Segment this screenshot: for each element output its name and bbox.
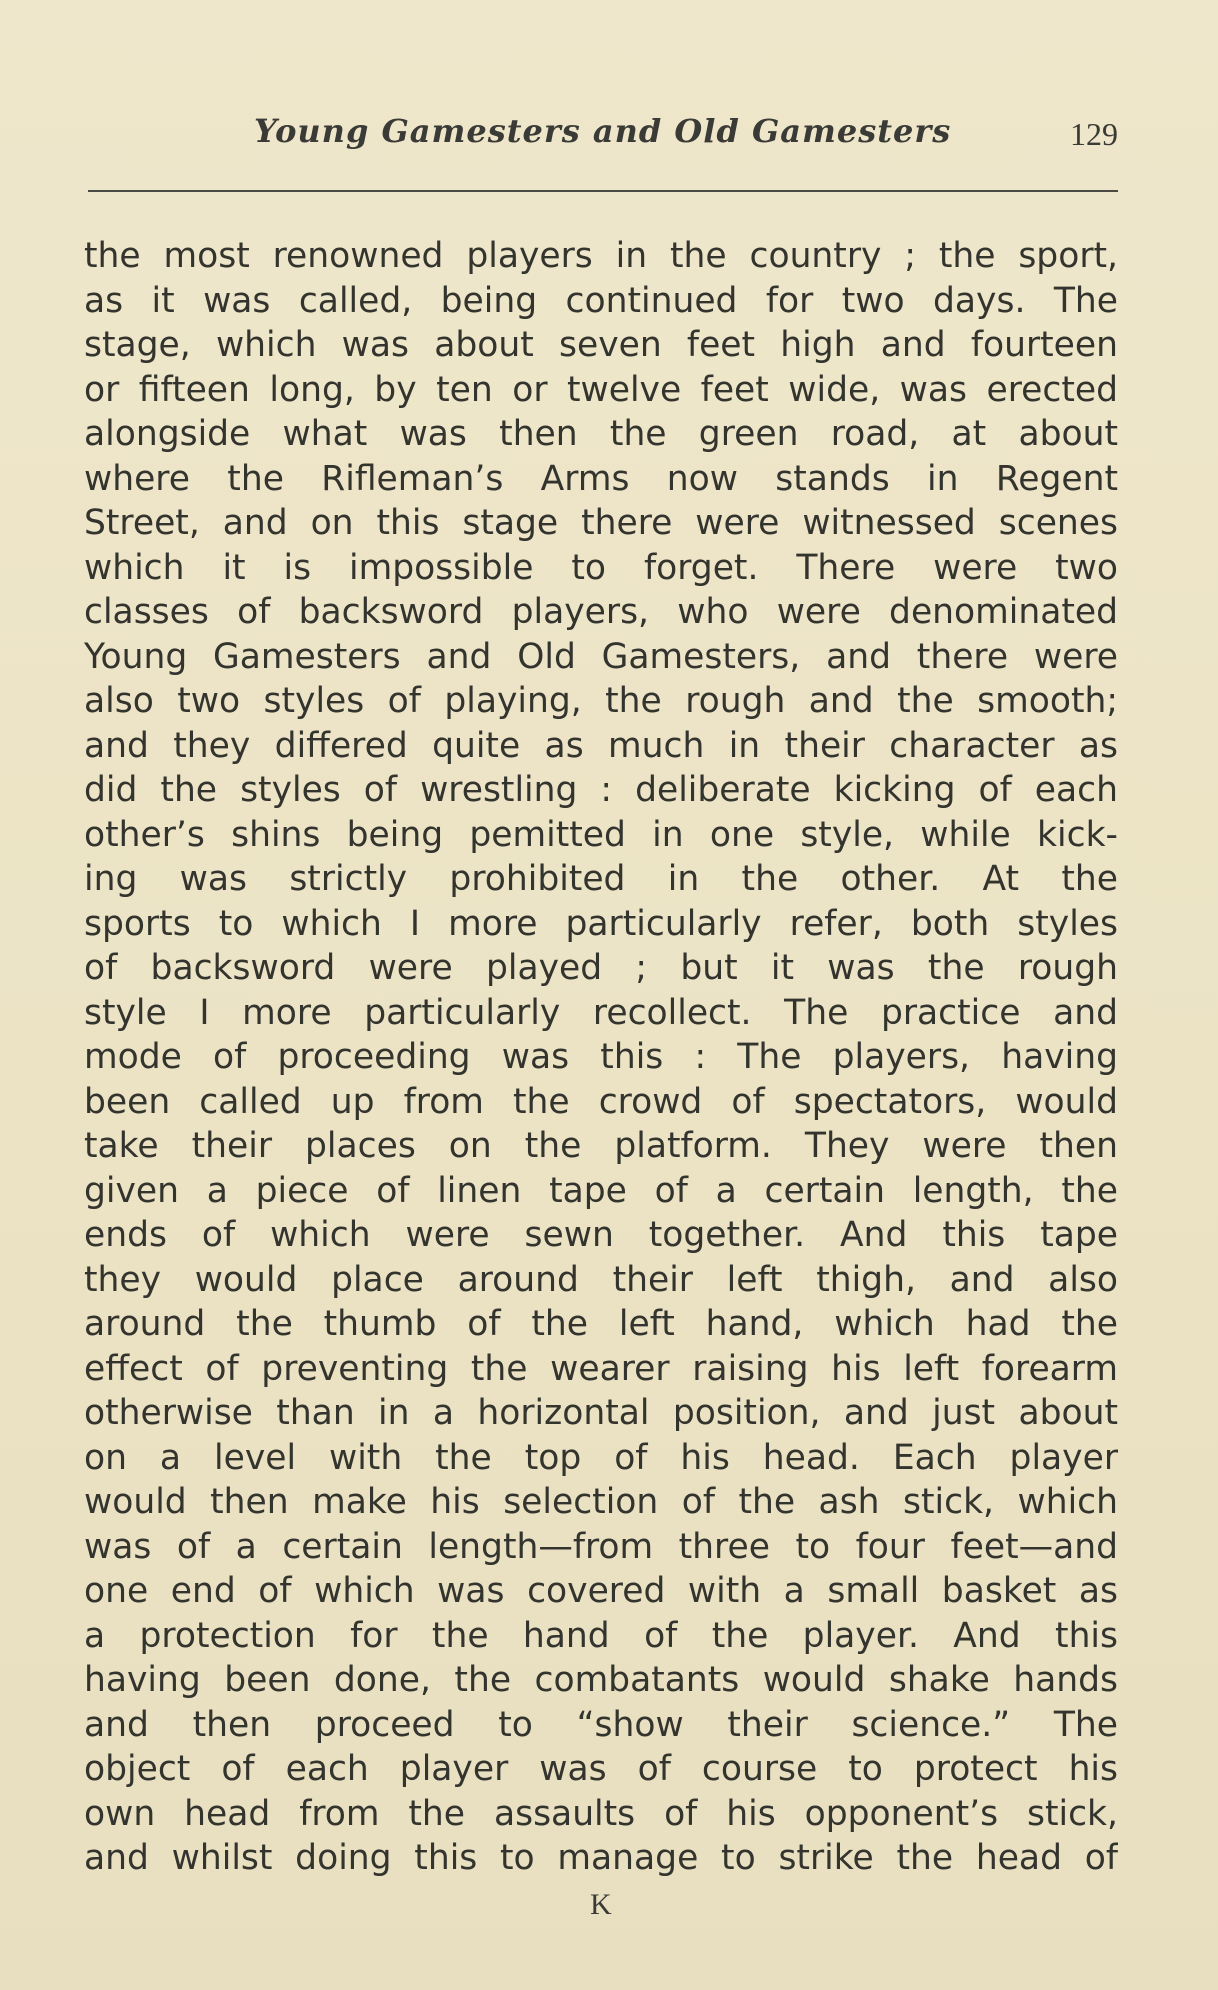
text-line: around the thumb of the left hand, which had the <box>84 1304 1118 1344</box>
text-line: a protection for the hand of the player. And this <box>84 1615 1118 1656</box>
text-line: ing was strictly prohibited in the other. At the <box>84 859 1118 899</box>
text-line: otherwise than in a horizontal position, and just about <box>84 1393 1118 1433</box>
text-line: style I more particularly recollect. The practice and <box>84 992 1118 1033</box>
text-line: ends of which were sewn together. And this tape <box>84 1215 1118 1255</box>
text-line: other’s shins being pemitted in one style, while kick- <box>84 814 1118 855</box>
text-line: they would place around their left thigh, and also <box>84 1259 1118 1300</box>
text-line: one end of which was covered with a small basket as <box>84 1571 1118 1611</box>
text-line: having been done, the combatants would shake hands <box>84 1660 1118 1700</box>
running-title: Young Gamesters and Old Gamesters <box>254 112 952 150</box>
text-line: and whilst doing this to manage to strike the head of <box>84 1838 1118 1878</box>
text-line: where the Rifleman’s Arms now stands in Regent <box>84 458 1118 499</box>
text-line: object of each player was of course to protect his <box>84 1749 1118 1789</box>
text-line: Young Gamesters and Old Gamesters, and there were <box>84 636 1118 677</box>
text-line: which it is impossible to forget. There were two <box>84 547 1118 588</box>
text-line: and then proceed to “show their science.” The <box>84 1704 1118 1745</box>
text-line: Street, and on this stage there were witnessed scenes <box>84 503 1118 543</box>
text-line: on a level with the top of his head. Each player <box>84 1437 1118 1478</box>
text-line: or fifteen long, by ten or twelve feet wide, was erected <box>84 369 1118 410</box>
header-rule <box>88 190 1118 192</box>
text-line: stage, which was about seven feet high and fourteen <box>84 325 1118 365</box>
text-line: alongside what was then the green road, at about <box>84 414 1118 454</box>
text-line: effect of preventing the wearer raising his left forearm <box>84 1348 1118 1389</box>
text-line: own head from the assaults of his opponent’s stick, <box>84 1793 1118 1834</box>
text-line: would then make his selection of the ash stick, which <box>84 1482 1118 1522</box>
text-line: did the styles of wrestling : deliberate kicking of each <box>84 770 1118 810</box>
text-line: been called up from the crowd of spectators, would <box>84 1081 1118 1122</box>
text-line: sports to which I more particularly refer, both styles <box>84 903 1118 944</box>
text-line: also two styles of playing, the rough and the smooth; <box>84 681 1118 721</box>
text-line: of backsword were played ; but it was the rough <box>84 948 1118 988</box>
signature-mark: K <box>590 1888 612 1921</box>
text-line: given a piece of linen tape of a certain length, the <box>84 1170 1118 1211</box>
text-line: as it was called, being continued for two days. The <box>84 280 1118 321</box>
text-line: take their places on the platform. They were then <box>84 1126 1118 1166</box>
page-number: 129 <box>1070 116 1118 152</box>
text-line: the most renowned players in the country ; the sport, <box>84 236 1118 276</box>
running-head <box>84 112 1124 162</box>
text-line: and they differed quite as much in their character as <box>84 725 1118 766</box>
text-line: mode of proceeding was this : The players, having <box>84 1037 1118 1077</box>
text-line: classes of backsword players, who were denominated <box>84 592 1118 632</box>
text-line: was of a certain length—from three to four feet—and <box>84 1526 1118 1567</box>
body-text <box>84 234 1118 1881</box>
